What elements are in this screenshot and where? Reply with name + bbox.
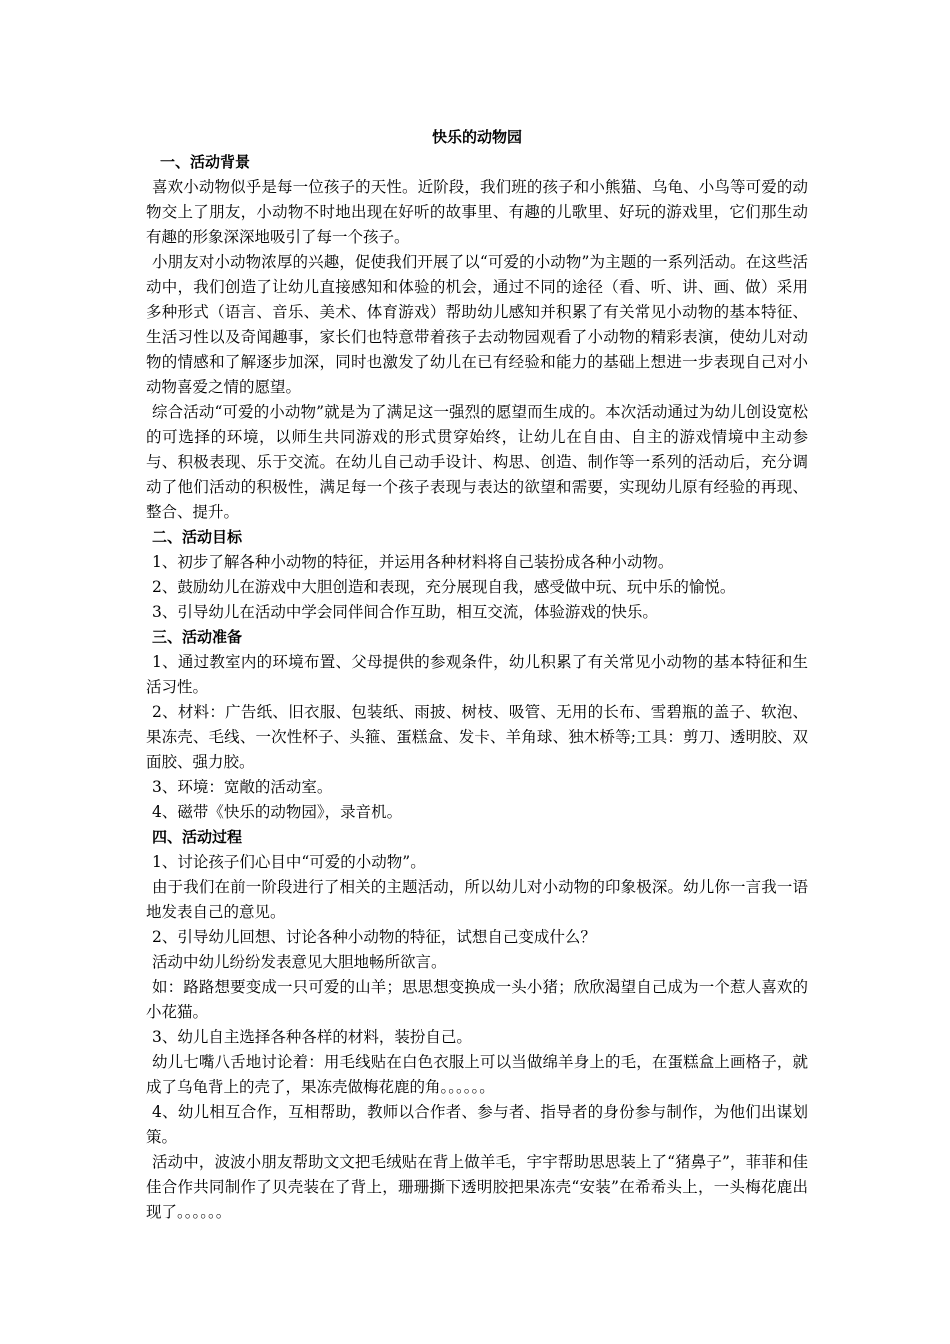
process-paragraph: 3、幼儿自主选择各种各样的材料，装扮自己。 bbox=[152, 1028, 472, 1046]
background-paragraph: 小朋友对小动物浓厚的兴趣，促使我们开展了以“可爱的小动物”为主题的一系列活动。在这些活动中，我们创造了让幼儿直接感知和体验的机会，通过不同的途径（看、听、讲、画、做）采用多种形式（语言、音乐、美术、体育游戏）帮助幼儿感知并积累了有关常见小动物的基本特征、生活习性以及奇闻趣事，家长们也特意带着孩子去动物园观看了小动物的精彩表演，使幼儿对动物的情感和了解逐步加深，同时也激发了幼儿在已有经验和能力的基础上想进一步表现自己对小动物喜爱之情的愿望。 bbox=[146, 253, 808, 396]
preparation-item: 2、材料：广告纸、旧衣服、包装纸、雨披、树枝、吸管、无用的长布、雪碧瓶的盖子、软泡、果冻壳、毛线、一次性杯子、头箍、蛋糕盒、发卡、羊角球、独木桥等;工具：剪刀、透明胶、双面胶、强力胶。 bbox=[146, 703, 808, 771]
process-paragraph: 4、幼儿相互合作，互相帮助，教师以合作者、参与者、指导者的身份参与制作，为他们出谋划策。 bbox=[146, 1103, 808, 1146]
goal-item: 1、初步了解各种小动物的特征，并运用各种材料将自己装扮成各种小动物。 bbox=[152, 553, 674, 571]
process-paragraph: 活动中，波波小朋友帮助文文把毛绒贴在背上做羊毛，宇宇帮助思思装上了“猪鼻子”，菲菲和佳佳合作共同制作了贝壳装在了背上，珊珊撕下透明胶把果冻壳“安装”在希希头上，一头梅花鹿出现了。。。。。。 bbox=[146, 1153, 808, 1221]
section-heading-process: 四、活动过程 bbox=[152, 828, 243, 846]
preparation-item: 4、磁带《快乐的动物园》，录音机。 bbox=[152, 803, 403, 821]
document-title: 快乐的动物园 bbox=[431, 128, 522, 146]
background-paragraph: 喜欢小动物似乎是每一位孩子的天性。近阶段，我们班的孩子和小熊猫、乌龟、小鸟等可爱的动物交上了朋友，小动物不时地出现在好听的故事里、有趣的儿歌里、好玩的游戏里，它们那生动有趣的形象深深地吸引了每一个孩子。 bbox=[146, 178, 808, 246]
process-paragraph: 由于我们在前一阶段进行了相关的主题活动，所以幼儿对小动物的印象极深。幼儿你一言我一语地发表自己的意见。 bbox=[146, 878, 808, 921]
goal-item: 3、引导幼儿在活动中学会同伴间合作互助，相互交流，体验游戏的快乐。 bbox=[152, 603, 658, 621]
preparation-item: 3、环境：宽敞的活动室。 bbox=[152, 778, 333, 796]
section-heading-preparation: 三、活动准备 bbox=[152, 628, 243, 646]
process-paragraph: 幼儿七嘴八舌地讨论着：用毛线贴在白色衣服上可以当做绵羊身上的毛，在蛋糕盒上画格子，就成了乌龟背上的壳了，果冻壳做梅花鹿的角。。。。。。 bbox=[146, 1053, 808, 1096]
document-body bbox=[146, 125, 808, 1225]
section-heading-background: 一、活动背景 bbox=[160, 153, 251, 171]
preparation-item: 1、通过教室内的环境布置、父母提供的参观条件，幼儿积累了有关常见小动物的基本特征和生活习性。 bbox=[146, 653, 808, 696]
section-heading-goals: 二、活动目标 bbox=[152, 528, 243, 546]
process-paragraph: 1、讨论孩子们心目中“可爱的小动物”。 bbox=[152, 853, 426, 871]
process-paragraph: 2、引导幼儿回想、讨论各种小动物的特征，试想自己变成什么？ bbox=[152, 928, 596, 946]
background-paragraph: 综合活动“可爱的小动物”就是为了满足这一强烈的愿望而生成的。本次活动通过为幼儿创设宽松的可选择的环境，以师生共同游戏的形式贯穿始终，让幼儿在自由、自主的游戏情境中主动参与、积极表现、乐于交流。在幼儿自己动手设计、构思、创造、制作等一系列的活动后，充分调动了他们活动的积极性，满足每一个孩子表现与表达的欲望和需要，实现幼儿原有经验的再现、整合、提升。 bbox=[146, 403, 808, 521]
process-paragraph: 如：路路想要变成一只可爱的山羊；思思想变换成一头小猪；欣欣渴望自己成为一个惹人喜欢的小花猫。 bbox=[146, 978, 808, 1021]
process-paragraph: 活动中幼儿纷纷发表意见大胆地畅所欲言。 bbox=[152, 953, 447, 971]
goal-item: 2、鼓励幼儿在游戏中大胆创造和表现，充分展现自我，感受做中玩、玩中乐的愉悦。 bbox=[152, 578, 736, 596]
